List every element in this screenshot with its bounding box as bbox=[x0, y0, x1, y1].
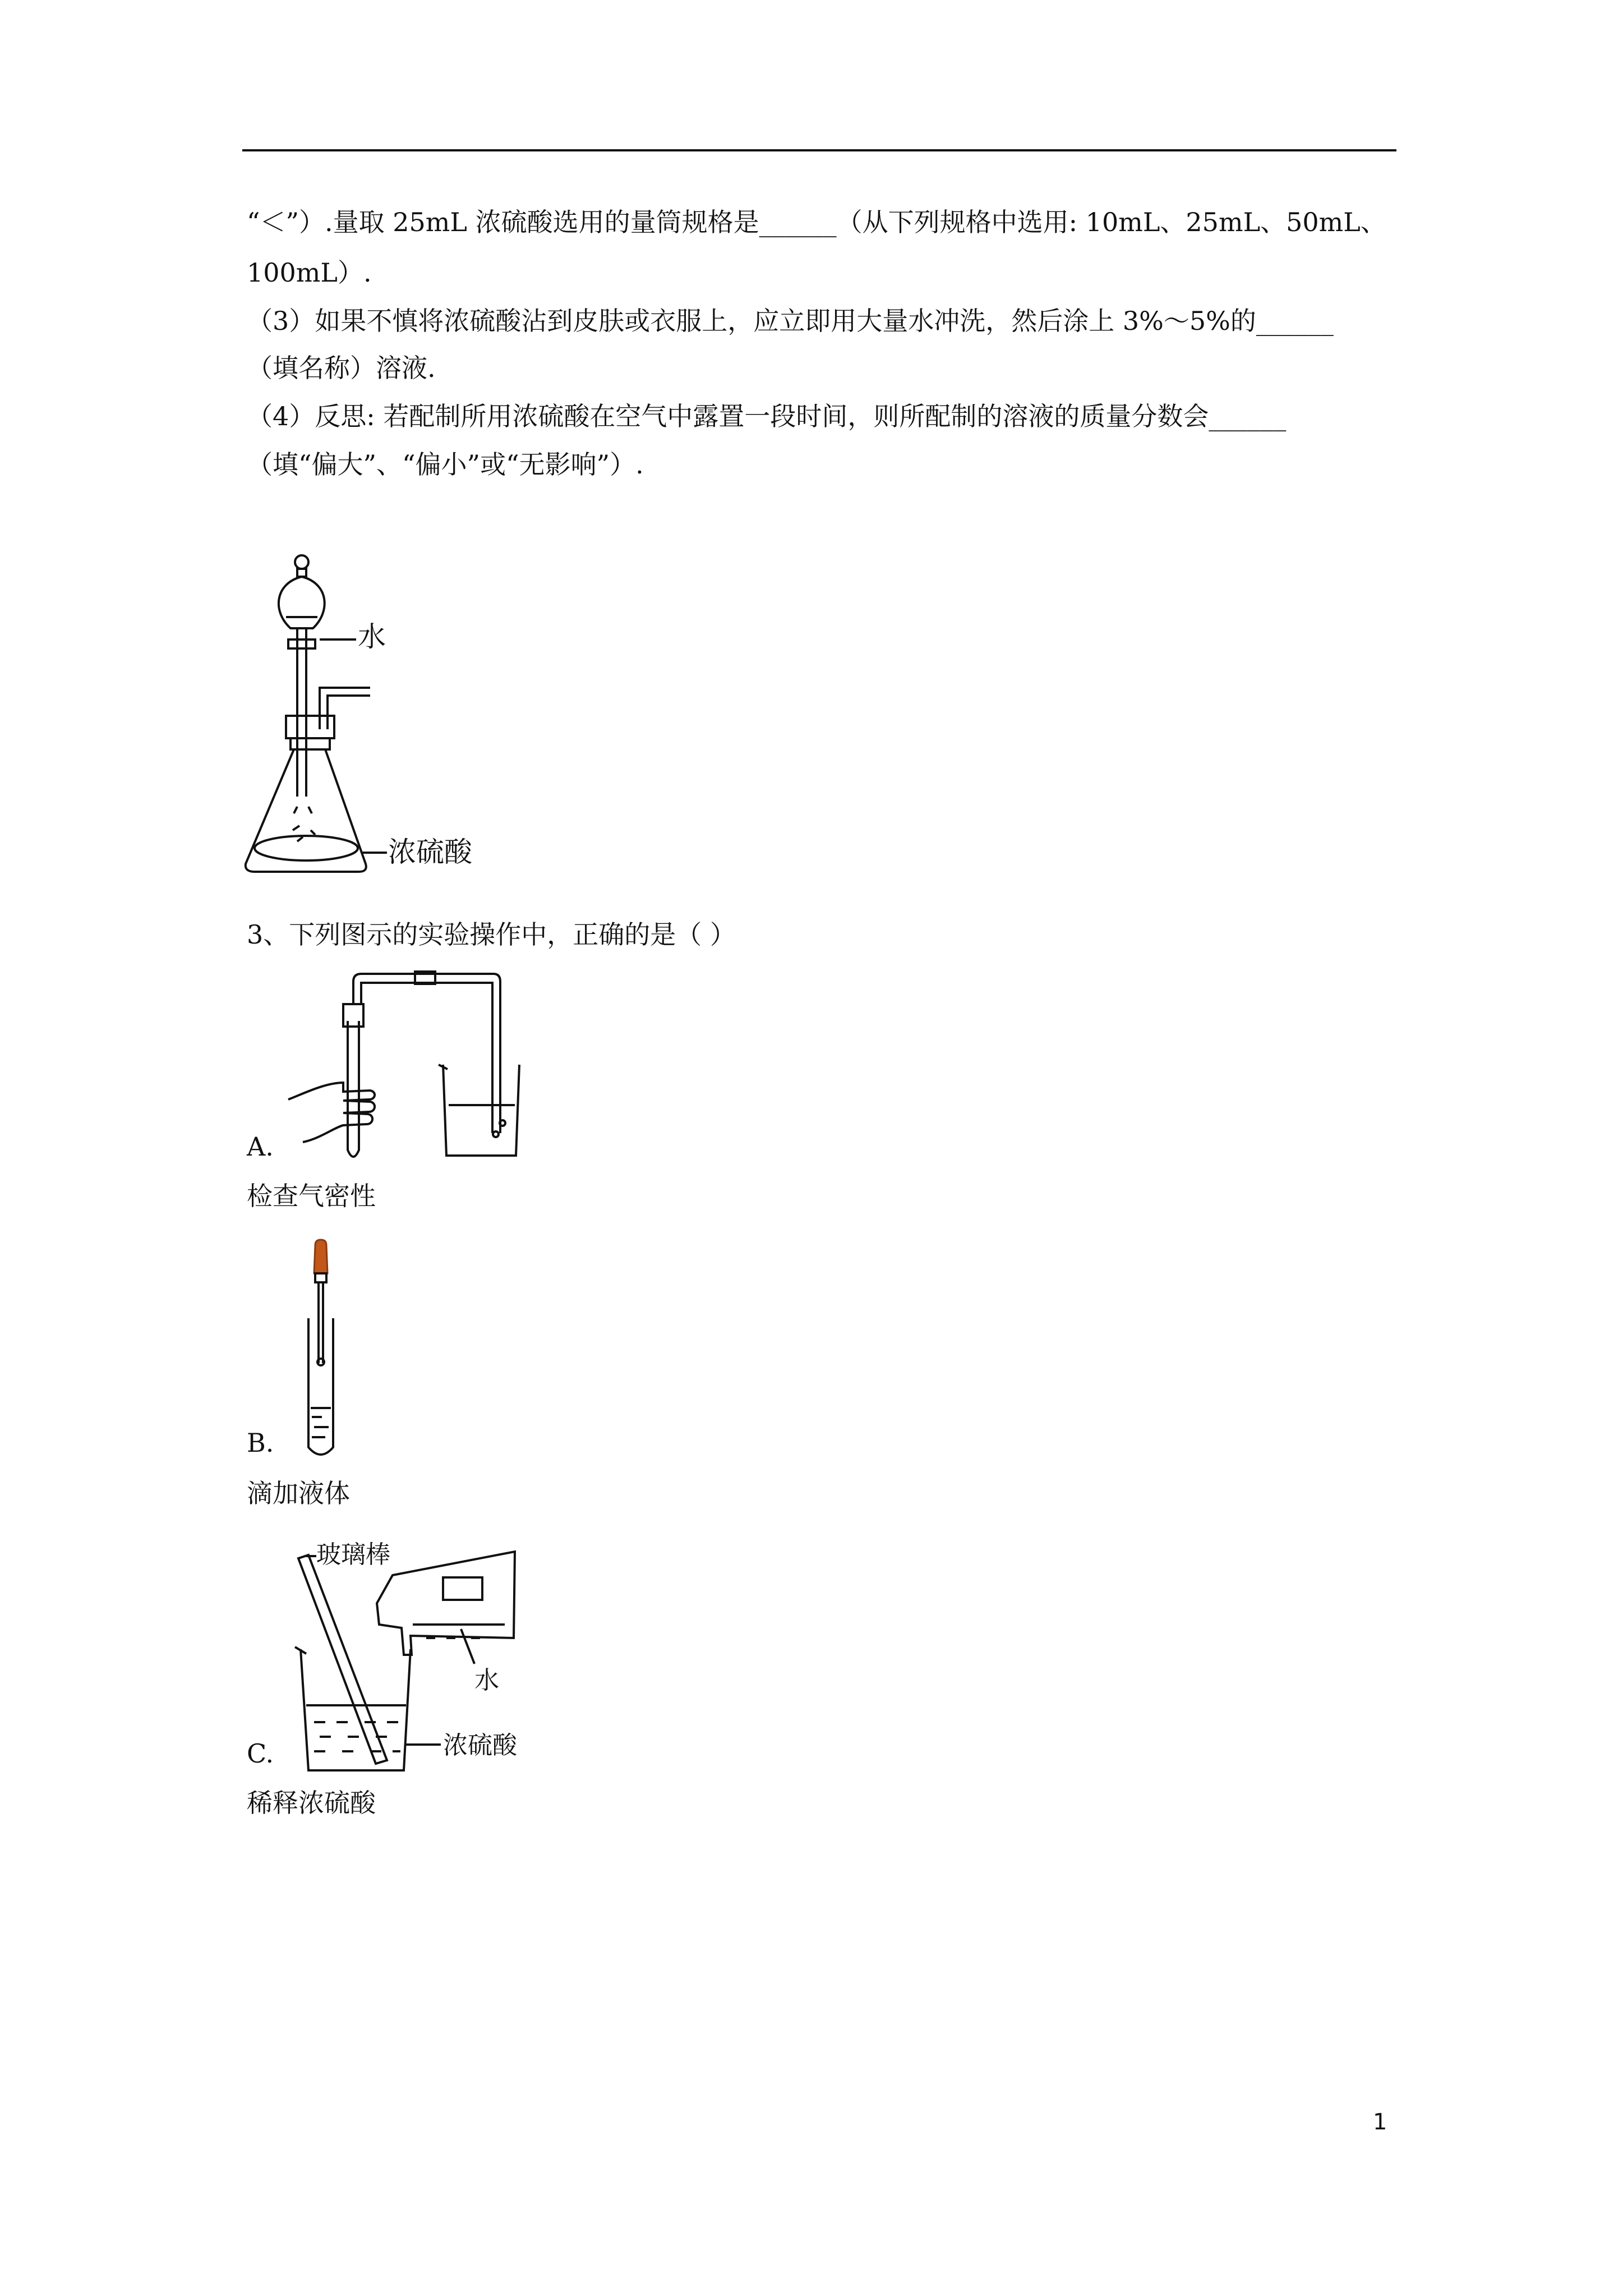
text-line-3: （3）如果不慎将浓硫酸沾到皮肤或衣服上，应立即用大量水冲洗，然后涂上 3%～5%的______ bbox=[247, 306, 1334, 336]
figure-funnel-flask bbox=[241, 550, 533, 875]
text-line-2: 100mL）. bbox=[247, 257, 372, 288]
figure-option-c bbox=[280, 1537, 544, 1784]
text-line-6: （填“偏大”、“偏小”或“无影响”）. bbox=[247, 449, 644, 480]
fig1-label-water: 水 bbox=[358, 620, 386, 653]
figure-option-b bbox=[292, 1240, 359, 1464]
fig-c-label-acid: 浓硫酸 bbox=[443, 1731, 517, 1760]
text-line-5: （4）反思: 若配制所用浓硫酸在空气中露置一段时间，则所配制的溶液的质量分数会______ bbox=[247, 401, 1287, 431]
option-b-letter: B. bbox=[247, 1428, 274, 1458]
text-line-4: （填名称）溶液. bbox=[247, 353, 436, 383]
fig1-label-acid: 浓硫酸 bbox=[388, 836, 472, 868]
fig-c-label-rod: 玻璃棒 bbox=[316, 1540, 390, 1569]
option-c-caption: 稀释浓硫酸 bbox=[247, 1788, 376, 1818]
option-c-letter: C. bbox=[247, 1738, 274, 1769]
figure-option-a bbox=[280, 970, 538, 1172]
fig-c-label-water: 水 bbox=[474, 1666, 499, 1695]
option-a-letter: A. bbox=[247, 1131, 274, 1162]
question-3-stem: 3、下列图示的实验操作中，正确的是（ ） bbox=[247, 919, 736, 950]
option-b-caption: 滴加液体 bbox=[247, 1478, 350, 1508]
text-line-1: “＜”）.量取 25mL 浓硫酸选用的量筒规格是______（从下列规格中选用: 10mL、25mL、50mL、 bbox=[247, 207, 1386, 237]
page-number: 1 bbox=[1373, 2109, 1387, 2135]
header-rule bbox=[242, 149, 1396, 151]
option-a-caption: 检查气密性 bbox=[247, 1181, 376, 1211]
